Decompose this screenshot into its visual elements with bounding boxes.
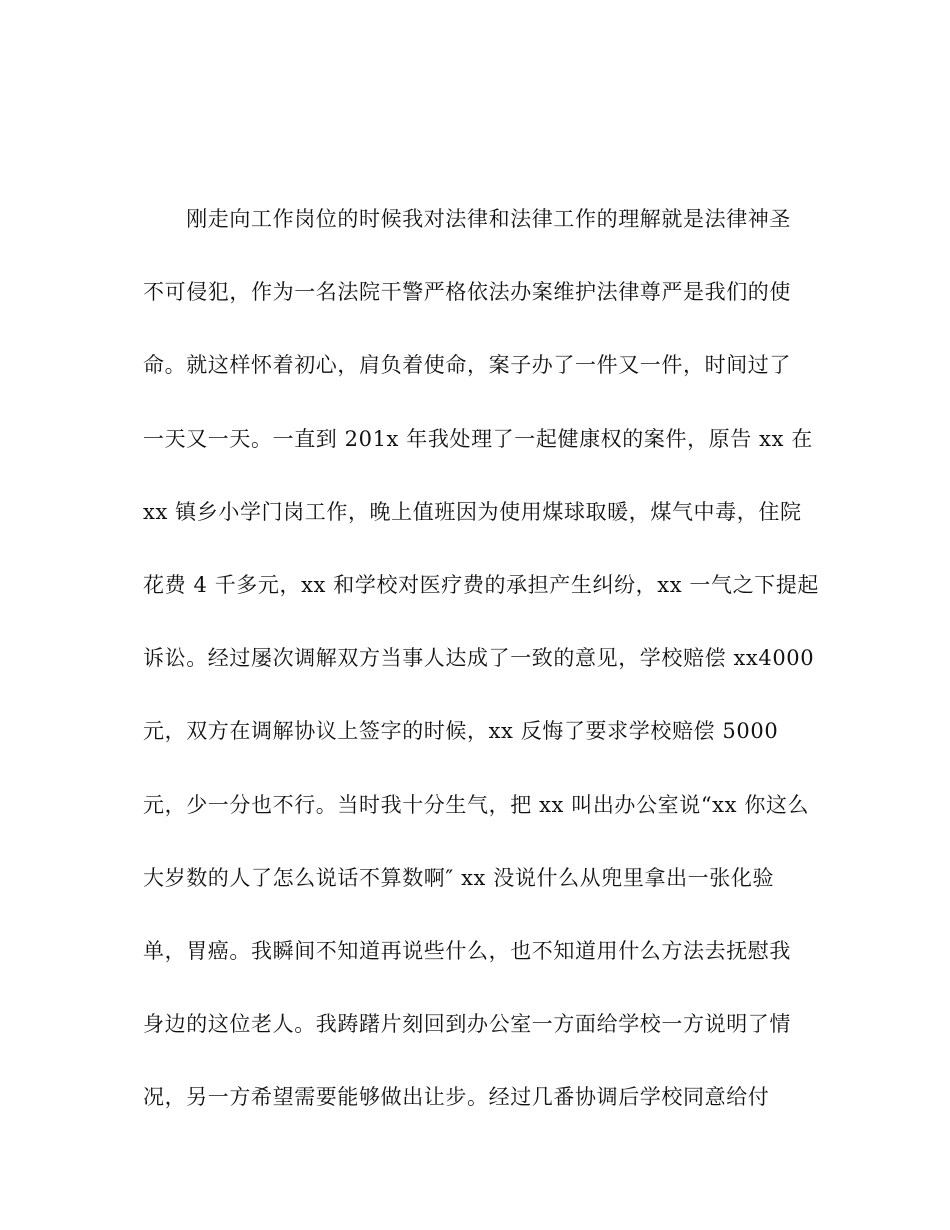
text-line: 元，少一分也不行。当时我十分生气，把 xx 叫出办公室说“xx 你这么 bbox=[143, 792, 810, 817]
text-line: 单，胃癌。我瞬间不知道再说些什么，也不知道用什么方法去抚慰我 bbox=[143, 938, 791, 963]
text-line: 一天又一天。一直到 201x 年我处理了一起健康权的案件，原告 xx 在 bbox=[143, 426, 813, 451]
text-line: 命。就这样怀着初心，肩负着使命，案子办了一件又一件，时间过了 bbox=[143, 353, 791, 378]
text-line: 况，另一方希望需要能够做出让步。经过几番协调后学校同意给付 bbox=[143, 1085, 770, 1110]
text-line: 元，双方在调解协议上签字的时候，xx 反悔了要求学校赔偿 5000 bbox=[143, 719, 779, 744]
text-line: 花费 4 千多元，xx 和学校对医疗费的承担产生纠纷，xx 一气之下提起 bbox=[143, 572, 820, 597]
text-line: 诉讼。经过屡次调解双方当事人达成了一致的意见，学校赔偿 xx4000 bbox=[143, 646, 815, 671]
body-paragraph bbox=[143, 193, 823, 1144]
text-line: 刚走向工作岗位的时候我对法律和法律工作的理解就是法律神圣 bbox=[143, 207, 791, 231]
text-line: 不可侵犯，作为一名法院干警严格依法办案维护法律尊严是我们的使 bbox=[143, 280, 791, 305]
text-line: 大岁数的人了怎么说话不算数啊″ xx 没说什么从兜里拿出一张化验 bbox=[143, 865, 775, 890]
text-line: xx 镇乡小学门岗工作，晚上值班因为使用煤球取暖，煤气中毒，住院 bbox=[143, 499, 802, 524]
text-line: 身边的这位老人。我踌躇片刻回到办公室一方面给学校一方说明了情 bbox=[143, 1012, 791, 1037]
